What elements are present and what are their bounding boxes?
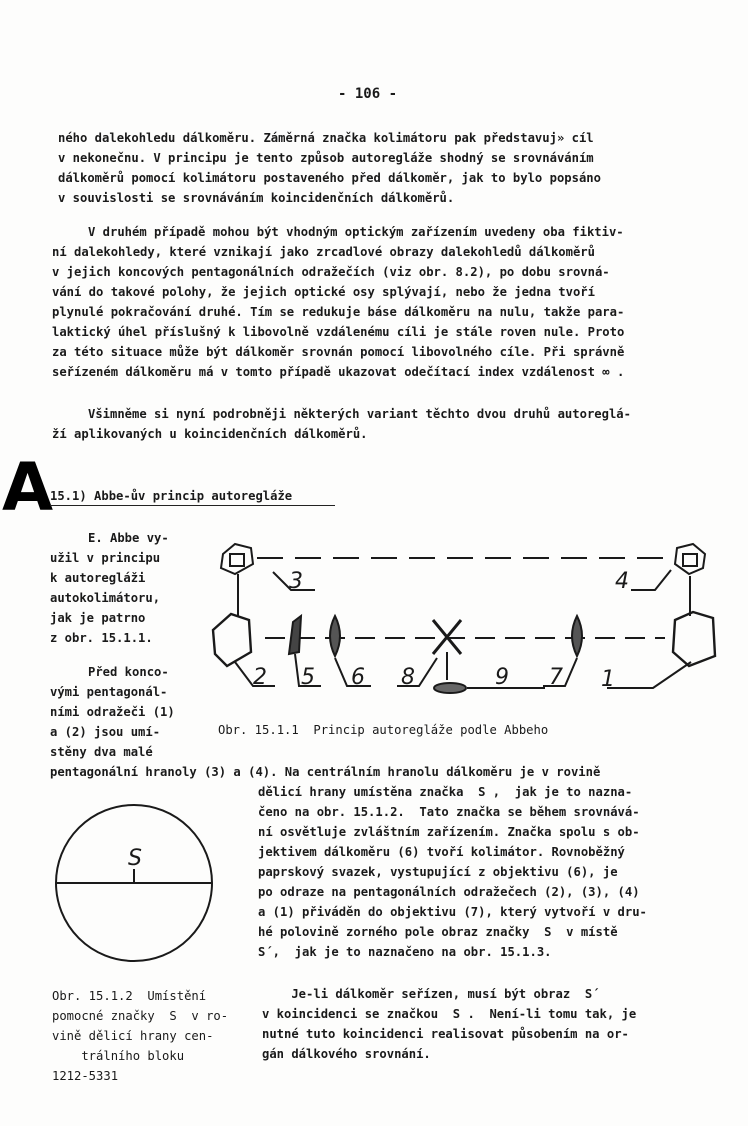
text-line: Všimněme si nyní podrobněji některých variant těchto dvou druhů autoreglá- [88,407,631,421]
label-3: 3 [289,569,303,594]
text-line: dělicí hrany umístěna značka S , jak je to nazna- [258,785,633,799]
text-line: vými pentagonál- [50,685,168,699]
reflector-1 [673,612,715,666]
lens-7 [572,616,582,656]
text-line: nutné tuto koincidenci realisovat působením na or- [262,1027,629,1041]
text-line: v koincidenci se značkou S . Není-li tomu tak, je [262,1007,637,1021]
text-line: plynulé pokračování druhé. Tím se redukuje báse dálkoměru na nulu, takže para- [52,305,625,319]
document-code: 1212-5331 [52,1069,119,1083]
text-line: pentagonální hranoly (3) a (4). Na centrálním hranolu dálkoměru je v rovině [50,765,601,779]
text-line: k autoregláži [50,571,146,585]
prism-4-inner [683,554,697,566]
prism-4 [675,544,705,574]
text-line: ného dalekohledu dálkoměru. Záměrná značka kolimátoru pak představuj» cíl [58,131,594,145]
lens-6 [330,616,340,656]
label-4: 4 [615,569,629,594]
text-line: stěny dva malé [50,745,153,759]
figure-abbe-principle [205,536,725,706]
prism-3-inner [230,554,244,566]
text-line: vání do takové polohy, že jejich optické osy splývají, nebo že jedna tvoří [52,285,595,299]
leader-1 [607,662,691,688]
label-2: 2 [253,665,267,690]
text-line: a (2) jsou umí- [50,725,161,739]
label-5: 5 [301,665,315,690]
text-line: jektivem dálkoměru (6) tvoří kolimátor. Rovnoběžný [258,845,625,859]
text-line: seřízeném dálkoměru má v tomto případě ukazovat odečítací index vzdálenost ∞ . [52,365,625,379]
text-line: gán dálkového srovnání. [262,1047,431,1061]
text-line: v nekonečnu. V principu je tento způsob autoregláže shodný se srovnáváním [58,151,594,165]
text-line: za této situace může být dálkoměr srovnán pomocí libovolného cíle. Při správně [52,345,625,359]
text-line: Obr. 15.1.2 Umístění [52,989,207,1003]
text-line: Před konco- [88,665,169,679]
section-heading: 15.1) Abbe-ův princip autoregláže [50,489,293,503]
label-1: 1 [601,667,615,692]
text-line: ní osvětluje zvláštním zařízením. Značka spolu s ob- [258,825,640,839]
margin-mark: A [2,449,54,526]
mark-s-label: S [128,846,142,871]
text-line: ní dalekohledy, které vznikají jako zrcadlové obrazy dalekohledů dálkoměrů [52,245,595,259]
text-line: S´, jak je to naznačeno na obr. 15.1.3. [258,945,552,959]
label-8: 8 [401,665,415,690]
text-line: dálkoměrů pomocí kolimátoru postaveného před dálkoměr, jak to bylo popsáno [58,171,601,185]
text-line: jak je patrno [50,611,146,625]
reflector-2 [213,614,251,666]
text-line: a (1) přiváděn do objektivu (7), který vytvoří v dru- [258,905,647,919]
label-7: 7 [549,665,563,690]
eyepiece [434,683,466,693]
label-6: 6 [351,665,365,690]
prism-3 [221,544,253,574]
label-9: 9 [495,665,509,690]
text-line: čeno na obr. 15.1.2. Tato značka se během srovnává- [258,805,640,819]
heading-underline [50,505,335,506]
text-line: z obr. 15.1.1. [50,631,153,645]
wedge-5 [289,616,301,654]
text-line: laktický úhel příslušný k libovolně vzdálenému cíli je stále roven nule. Proto [52,325,625,339]
leader-4 [631,570,671,590]
text-line: ží aplikovaných u koincidenčních dálkoměrů. [52,427,368,441]
text-line: ními odražeči (1) [50,705,175,719]
text-line: paprskový svazek, vystupující z objektivu (6), je [258,865,618,879]
text-line: vině dělicí hrany cen- [52,1029,214,1043]
text-line: trálního bloku [52,1049,185,1063]
text-line: v jejich koncových pentagonálních odražečích (viz obr. 8.2), po dobu srovná- [52,265,610,279]
text-line: autokolimátoru, [50,591,161,605]
text-line: po odraze na pentagonálních odražečech (2), (3), (4) [258,885,640,899]
page-number: - 106 - [338,86,398,102]
text-line: užil v principu [50,551,161,565]
text-line: V druhém případě mohou být vhodným optickým zařízením uvedeny oba fiktiv- [88,225,624,239]
text-line: Je-li dálkoměr seřízen, musí být obraz S´ [262,987,600,1001]
figure1-caption: Obr. 15.1.1 Princip autoregláže podle Abbeho [218,723,549,737]
text-line: pomocné značky S v ro- [52,1009,229,1023]
text-line: hé polovině zorného pole obraz značky S v místě [258,925,618,939]
text-line: v souvislosti se srovnáváním koincidenčních dálkoměrů. [58,191,455,205]
figure-mark-placement [50,795,220,975]
text-line: E. Abbe vy- [88,531,169,545]
